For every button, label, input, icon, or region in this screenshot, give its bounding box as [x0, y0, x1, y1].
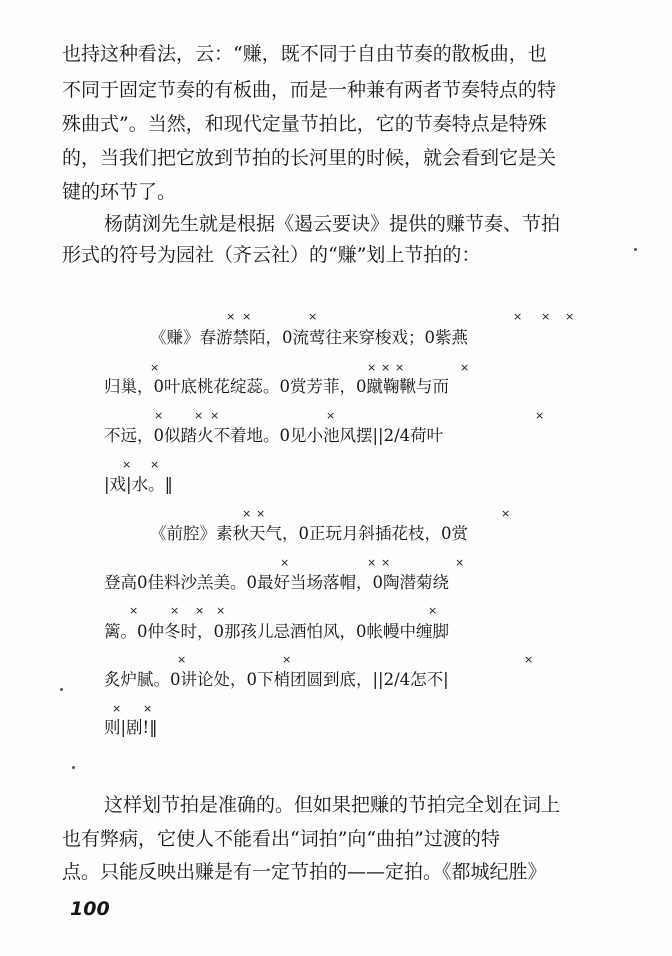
beat-mark: × — [282, 653, 292, 666]
text-line: 杨荫浏先生就是根据《遏云要诀》提供的赚节奏、节拍 — [104, 213, 561, 235]
notation-line: |戏|水。‖ — [104, 475, 173, 494]
beat-mark: × — [194, 409, 204, 422]
beat-mark: × — [242, 310, 252, 323]
beat-mark: × — [524, 653, 534, 666]
beat-mark: × — [112, 702, 122, 715]
beat-mark: × — [256, 507, 266, 520]
beat-mark: × — [513, 310, 523, 323]
text-line: 的，当我们把它放到节拍的长河里的时候，就会看到它是关 — [62, 147, 557, 169]
beat-mark: × — [143, 702, 153, 715]
beat-mark: × — [170, 604, 180, 617]
text-line: 形式的符号为园社（齐云社）的“赚”划上节拍的： — [62, 244, 481, 266]
beat-mark: × — [308, 310, 318, 323]
beat-mark: × — [501, 507, 511, 520]
notation-line: 炙炉腻。0讲论处，0下梢团圆到底，||2/4怎不| — [104, 670, 449, 689]
text-line: 也持这种看法，云：“赚，既不同于自由节奏的散板曲，也 — [62, 43, 547, 65]
scan-speck — [60, 688, 63, 691]
beat-mark: × — [395, 361, 405, 374]
notation-line: 登高0佳料沙羔美。0最好当场落帽，0陶潜菊绕 — [104, 573, 449, 592]
beat-mark: × — [280, 556, 290, 569]
beat-mark: × — [367, 361, 377, 374]
page-number: 100 — [70, 898, 110, 920]
notation-line: 不远，0似踏火不着地。0见小池风摆||2/4荷叶 — [104, 426, 444, 445]
beat-mark: × — [381, 556, 391, 569]
scan-speck — [72, 766, 75, 769]
text-line: 不同于固定节奏的有板曲，而是一种兼有两者节奏特点的特 — [62, 79, 557, 101]
beat-mark: × — [210, 409, 220, 422]
beat-mark: × — [460, 361, 470, 374]
notation-line: 《前腔》素秋天气，0正玩月斜插花枝，0赏 — [150, 524, 468, 543]
beat-mark: × — [129, 604, 139, 617]
beat-mark: × — [150, 361, 160, 374]
text-line: 殊曲式”。当然，和现代定量节拍比，它的节奏特点是特殊 — [62, 113, 547, 135]
beat-mark: × — [455, 556, 465, 569]
notation-line: 则|剧!‖ — [104, 718, 158, 737]
beat-mark: × — [177, 653, 187, 666]
beat-mark: × — [216, 604, 226, 617]
beat-mark: × — [242, 507, 252, 520]
notation-line: 归巢，0叶底桃花绽蕊。0赏芳菲，0蹴鞠鞦与而 — [104, 377, 449, 396]
text-line: 键的环节了。 — [62, 181, 177, 203]
beat-mark: × — [428, 604, 438, 617]
notation-line: 篱。0仲冬时，0那孩儿忌酒怕风，0帐幔中缠脚 — [104, 622, 449, 641]
beat-mark: × — [565, 310, 575, 323]
beat-mark: × — [226, 310, 236, 323]
scan-speck — [634, 248, 637, 251]
beat-mark: × — [381, 361, 391, 374]
beat-mark: × — [122, 458, 132, 471]
notation-line: 《赚》春游禁陌，0流莺往来穿梭戏；0紫燕 — [150, 328, 468, 347]
beat-mark: × — [541, 310, 551, 323]
beat-mark: × — [367, 556, 377, 569]
beat-mark: × — [195, 604, 205, 617]
text-line: 这样划节拍是准确的。但如果把赚的节拍完全划在词上 — [104, 794, 561, 816]
beat-mark: × — [326, 409, 336, 422]
beat-mark: × — [154, 409, 164, 422]
beat-mark: × — [150, 458, 160, 471]
beat-mark: × — [535, 409, 545, 422]
text-line: 也有弊病，它使人不能看出“词拍”向“曲拍”过渡的特 — [62, 828, 500, 850]
text-line: 点。只能反映出赚是有一定节拍的——定拍。《都城纪胜》 — [62, 861, 547, 883]
